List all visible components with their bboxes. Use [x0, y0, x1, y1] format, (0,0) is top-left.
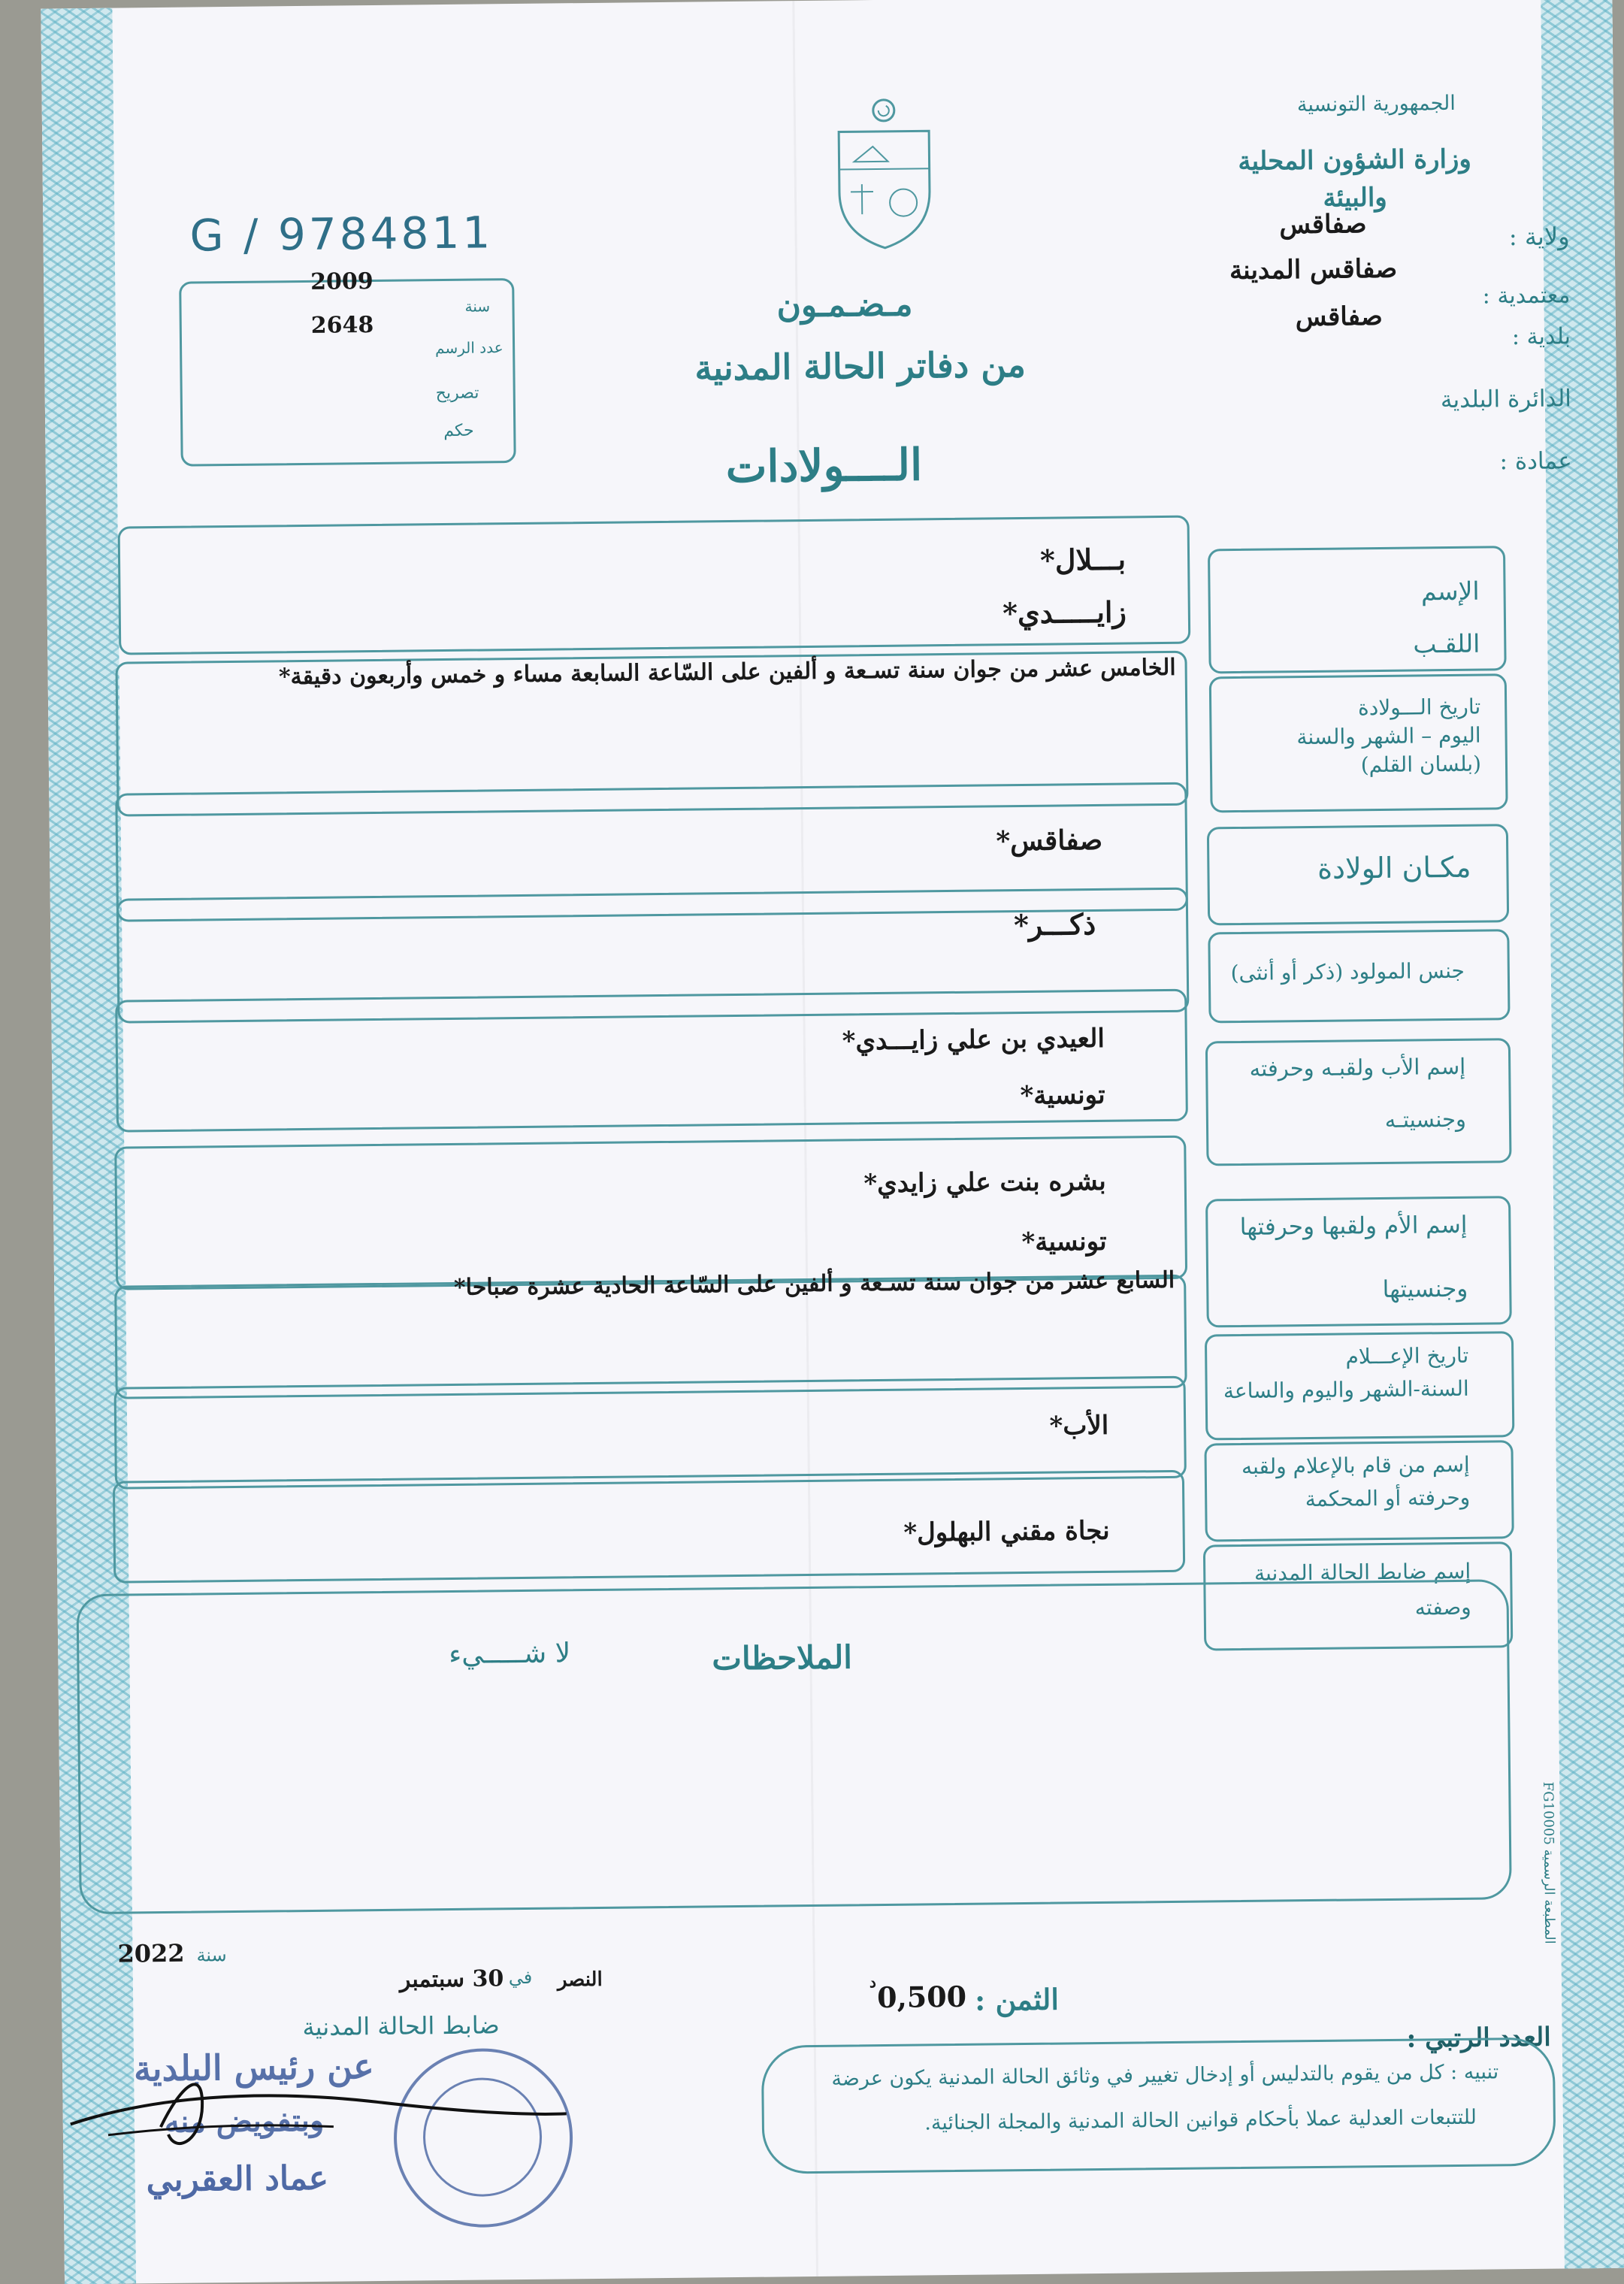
row-label-father-1: إسم الأب ولقبـه وحرفته	[1249, 1054, 1465, 1081]
remarks-box	[76, 1579, 1511, 1914]
governorate-value: صفاقس	[1279, 209, 1366, 240]
row-value-mother-1: بشره بنت علي زايدي*	[863, 1166, 1106, 1199]
row-value-sex: ذكـــر*	[1014, 907, 1096, 942]
row-label-sex: جنس المولود (ذكر أو أنثى)	[1230, 958, 1465, 985]
remarks-value: لا شـــــيء	[449, 1638, 570, 1670]
printer-code: المطبعة الرسمية FG10005	[1540, 1782, 1557, 1944]
stamp-line1: عن رئيس البلدية	[134, 2046, 374, 2089]
footer-date-value: 30 سبتمبر	[400, 1965, 504, 1992]
register-record-value: 2648	[311, 312, 374, 339]
price-label: الثمن :	[975, 1983, 1059, 2017]
ministry-label: وزارة الشؤون المحلية والبيئة	[1230, 141, 1479, 218]
row-value-name-2: زايـــــدي*	[1003, 595, 1127, 631]
value-box-mother	[114, 1136, 1187, 1290]
delegation-value: صفاقس المدينة	[1229, 254, 1398, 286]
row-label-declarant: إسم من قام بالإعلام ولقبه وحرفته أو المحكمة	[1241, 1448, 1471, 1517]
row-label-mother-2: وجنسيتها	[1383, 1275, 1468, 1303]
value-box-name	[118, 516, 1191, 655]
governorate-label: ولاية :	[1509, 222, 1570, 251]
footer-date-fi: في	[509, 1967, 533, 1988]
row-label-declaration-date: تاريخ الإعـــلام السنة-الشهر واليوم والساعة	[1223, 1339, 1469, 1408]
price-unit: د	[869, 1973, 876, 1991]
price-value: 0,500	[877, 1980, 966, 2014]
delegation-label: معتمدية :	[1483, 282, 1571, 309]
row-value-father-2: تونسية*	[1020, 1080, 1105, 1111]
row-value-name-1: بـــلال*	[1040, 543, 1127, 577]
register-year-label: سنة	[464, 297, 490, 315]
footer-year-value: 2022	[117, 1939, 184, 1968]
row-label-birth-place: مكـان الولادة	[1317, 851, 1471, 885]
serial-number-label: العدد الرتبي :	[1406, 2022, 1550, 2054]
row-value-officer: نجاة مقني البهلول*	[903, 1516, 1110, 1548]
footer-year-label: سنة	[196, 1944, 227, 1965]
title-line2: من دفاتر الحالة المدنية	[694, 344, 1026, 389]
value-box-father	[115, 989, 1188, 1133]
register-record-label: عدد الرسم	[435, 338, 504, 357]
register-year-value: 2009	[310, 268, 373, 295]
district-label: الدائرة البلدية	[1441, 385, 1571, 413]
tunisia-coat-of-arms-icon	[831, 93, 938, 252]
row-label-name-2: اللقـب	[1413, 629, 1480, 659]
row-value-birth-place: صفاقس*	[996, 824, 1102, 857]
title-line1: مـضـمـون	[776, 285, 912, 325]
handwritten-signature	[62, 2047, 574, 2158]
notice-line2: للتتبعات العدلية عملا بأحكام قوانين الحالة المدنية والمجلة الجنائية.	[924, 2106, 1477, 2135]
municipality-value: صفاقس	[1296, 301, 1383, 332]
register-declaration-label: تصريح	[436, 384, 479, 404]
row-label-name-1: الإسم	[1421, 576, 1480, 607]
row-label-mother-1: إسم الأم ولقبها وحرفتها	[1240, 1212, 1468, 1241]
row-value-mother-2: تونسية*	[1021, 1227, 1107, 1257]
row-label-birth-date: تاريخ الـــولادة اليوم – الشهر والسنة (بلسان القلم)	[1296, 693, 1481, 781]
row-value-declaration-date: السابع عشر من جوان سنة تسـعة و ألفين على السّاعة الحادية عشرة صباحا*	[454, 1267, 1175, 1301]
municipality-label: بلدية :	[1512, 323, 1571, 350]
footer-date-prefix: النصر	[558, 1968, 603, 1992]
row-label-officer: إسم ضابط الحالة المدنية وصفته	[1254, 1553, 1471, 1628]
omda-label: عمادة :	[1499, 447, 1572, 475]
notice-line1: تنبيه : كل من يقوم بالتدليس أو إدخال تغيير في وثائق الحالة المدنية يكون عرضة	[831, 2060, 1498, 2090]
stamp-line2: وبتفويض منه	[165, 2103, 325, 2140]
row-value-birth-date: الخامس عشر من جوان سنة تسـعة و ألفين على السّاعة السابعة مساء و خمس وأربعون دقيقة*	[279, 655, 1176, 690]
remarks-label: الملاحظات	[712, 1638, 852, 1677]
stamp-name: عماد العقربي	[146, 2159, 328, 2200]
row-value-father-1: العيدي بن علي زايـــدي*	[842, 1024, 1105, 1057]
row-value-declarant: الأب*	[1049, 1411, 1108, 1441]
register-judgment-label: حكم	[443, 422, 474, 440]
serial-number: G / 9784811	[189, 207, 493, 261]
footer-officer-label: ضابط الحالة المدنية	[302, 2010, 500, 2041]
document-sheet	[41, 0, 1624, 2284]
republic-label: الجمهورية التونسية	[1297, 92, 1456, 116]
row-label-father-2: وجنسيتـه	[1385, 1106, 1466, 1133]
section-title: الــــولادات	[725, 439, 922, 492]
